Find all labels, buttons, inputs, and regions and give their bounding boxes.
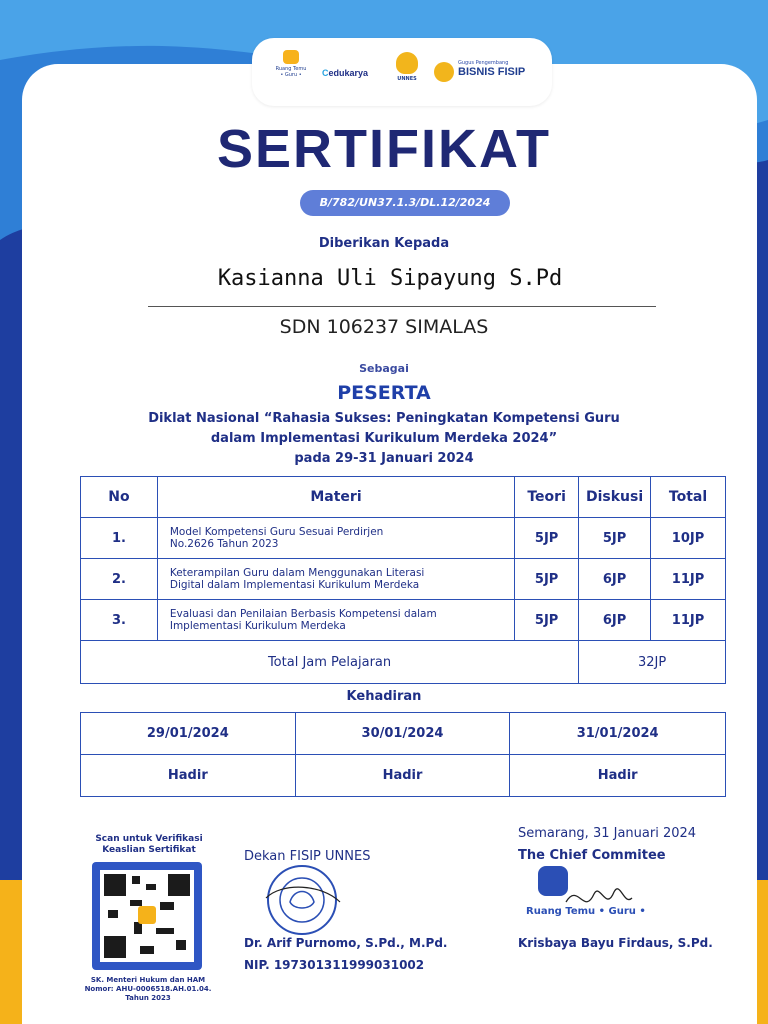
qr-pattern: [100, 870, 194, 962]
header-total: Total: [651, 477, 726, 518]
as-label: Sebagai: [359, 362, 409, 375]
unnes-emblem-icon: [396, 52, 418, 74]
certificate-title: SERTIFIKAT: [217, 119, 551, 179]
total-value: 32JP: [579, 641, 726, 684]
attendance-title: Kehadiran: [346, 689, 422, 704]
scan-instructions: Scan untuk Verifikasi Keaslian Sertifikat: [95, 834, 203, 855]
table-row: 1. Model Kompetensi Guru Sesuai Perdirjen No.2626 Tahun 2023 5JP 5JP 10JP: [81, 518, 726, 559]
logo-bar: Ruang Temu • Guru • Cedukarya UNNES Gugus Pengembang BISNIS FISIP: [252, 38, 552, 106]
recipient-name: Kasianna Uli Sipayung S.Pd: [217, 266, 563, 291]
dean-title: Dekan FISIP UNNES: [244, 849, 371, 864]
chief-committee-title: The Chief Commitee: [518, 848, 666, 863]
verification-qr-code[interactable]: [92, 862, 202, 970]
header-diskusi: Diskusi: [579, 477, 651, 518]
ruang-temu-guru-stamp: Ruang Temu • Guru •: [524, 866, 634, 936]
table-header-row: [81, 477, 726, 518]
event-description: Diklat Nasional “Rahasia Sukses: Peningkatan Kompetensi Guru dalam Implementasi Kurikulum Merdeka 2024” pada 29-31 Januari 2024: [148, 411, 620, 466]
header-materi: Materi: [157, 477, 514, 518]
qr-center-logo-icon: [138, 906, 156, 924]
certificate-number: B/782/UN37.1.3/DL.12/2024: [300, 190, 510, 216]
total-label: Total Jam Pelajaran: [81, 641, 579, 684]
attendance-table: [80, 712, 726, 797]
bisnis-fisip-icon: [434, 62, 454, 82]
signature-scribble-icon: [564, 872, 634, 922]
ruang-temu-guru-icon: [283, 50, 299, 64]
legal-registration: SK. Menteri Hukum dan HAM Nomor: AHU-0006518.AH.01.04. Tahun 2023: [84, 976, 212, 1002]
dean-name: Dr. Arif Purnomo, S.Pd., M.Pd.: [244, 936, 448, 950]
header-no: No: [81, 477, 158, 518]
total-row: [81, 641, 726, 684]
header-teori: Teori: [515, 477, 579, 518]
unnes-logo: UNNES: [392, 52, 422, 82]
chief-committee-name: Krisbaya Bayu Firdaus, S.Pd.: [518, 936, 713, 950]
table-row: 2. Keterampilan Guru dalam Menggunakan Literasi Digital dalam Implementasi Kurikulum Merdeka 5JP 6JP 11JP: [81, 559, 726, 600]
signing-date: Semarang, 31 Januari 2024: [518, 826, 697, 841]
table-row: 3. Evaluasi dan Penilaian Berbasis Kompetensi dalam Implementasi Kurikulum Merdeka 5JP 6JP 11JP: [81, 600, 726, 641]
given-to-label: Diberikan Kepada: [318, 236, 450, 251]
dean-nip: NIP. 197301311999031002: [244, 958, 425, 972]
role-label: PESERTA: [337, 382, 431, 404]
materials-table: [80, 476, 726, 684]
university-seal-icon: [262, 862, 342, 938]
attendance-dates-row: 29/01/2024 30/01/2024 31/01/2024: [81, 713, 726, 755]
attendance-status-row: Hadir Hadir Hadir: [81, 755, 726, 797]
ruang-temu-guru-logo: Ruang Temu • Guru •: [274, 50, 308, 78]
edukarya-logo: Cedukarya: [322, 68, 369, 78]
recipient-school: SDN 106237 SIMALAS: [279, 316, 489, 338]
name-underline: [148, 306, 656, 307]
